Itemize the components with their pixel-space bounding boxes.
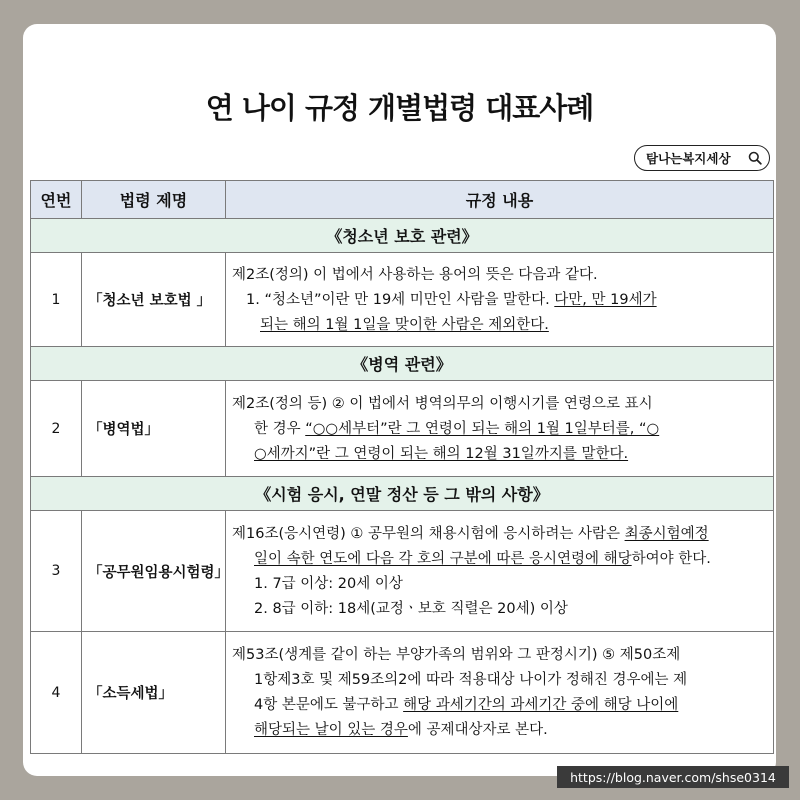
section-row-other <box>31 477 774 511</box>
content-line: 한 경우 “○○세부터”란 그 연령이 되는 해의 1월 1일부터를, “○ <box>254 420 660 437</box>
section-title: 《시험 응시, 연말 정산 등 그 밖의 사항》 <box>31 477 774 511</box>
row-number: 3 <box>31 511 82 632</box>
content-line: 1. 7급 이상: 20세 이상 <box>254 575 403 592</box>
table-row <box>31 381 774 477</box>
law-name: 「병역법」 <box>82 381 226 477</box>
regulation-content <box>226 511 774 632</box>
content-line: ○세까지”란 그 연령이 되는 해의 12월 31일까지를 말한다. <box>254 445 629 462</box>
content-line: 1. “청소년”이란 만 19세 미만인 사람을 말한다. 다만, 만 19세가 <box>246 291 657 308</box>
section-title: 《청소년 보호 관련》 <box>31 219 774 253</box>
content-card <box>23 24 776 776</box>
law-name: 「공무원임용시험령」 <box>82 511 226 632</box>
section-row-youth <box>31 219 774 253</box>
section-row-military <box>31 347 774 381</box>
law-name: 「청소년 보호법 」 <box>82 253 226 347</box>
blog-search-tag[interactable] <box>634 145 770 171</box>
law-name: 「소득세법」 <box>82 632 226 754</box>
table-header-row <box>31 181 774 219</box>
row-number: 4 <box>31 632 82 754</box>
search-icon <box>748 151 762 165</box>
content-line: 2. 8급 이하: 18세(교정ㆍ보호 직렬은 20세) 이상 <box>254 600 568 617</box>
content-line: 제53조(생계를 같이 하는 부양가족의 범위와 그 판정시기) ⑤ 제50조제 <box>232 647 681 663</box>
content-line: 일이 속한 연도에 다음 각 호의 구분에 따른 응시연령에 해당하여야 한다. <box>254 550 711 567</box>
row-number: 2 <box>31 381 82 477</box>
row-number: 1 <box>31 253 82 347</box>
content-line: 제2조(정의) 이 법에서 사용하는 용어의 뜻은 다음과 같다. <box>232 266 598 283</box>
content-line: 되는 해의 1월 1일을 맞이한 사람은 제외한다. <box>260 316 549 333</box>
blog-url-watermark: https://blog.naver.com/shse0314 <box>557 766 789 788</box>
table-row <box>31 511 774 632</box>
regulation-table <box>30 180 774 754</box>
col-header-number: 연번 <box>31 181 82 219</box>
col-header-law: 법령 제명 <box>82 181 226 219</box>
regulation-content <box>226 253 774 347</box>
content-line: 4항 본문에도 불구하고 해당 과세기간의 과세기간 중에 해당 나이에 <box>254 697 679 713</box>
content-line: 제2조(정의 등) ② 이 법에서 병역의무의 이행시기를 연령으로 표시 <box>232 395 653 412</box>
content-line: 제16조(응시연령) ① 공무원의 채용시험에 응시하려는 사람은 최종시험예정 <box>232 525 709 542</box>
blog-tag-label: 탐나는복지세상 <box>646 151 731 166</box>
regulation-content <box>226 381 774 477</box>
content-line: 1항제3호 및 제59조의2에 따라 적용대상 나이가 정해진 경우에는 제 <box>254 672 688 688</box>
section-title: 《병역 관련》 <box>31 347 774 381</box>
regulation-content <box>226 632 774 754</box>
content-line: 해당되는 날이 있는 경우에 공제대상자로 본다. <box>254 722 548 738</box>
col-header-content: 규정 내용 <box>226 181 774 219</box>
table-row <box>31 632 774 754</box>
table-row <box>31 253 774 347</box>
page-title: 연 나이 규정 개별법령 대표사례 <box>205 91 594 125</box>
